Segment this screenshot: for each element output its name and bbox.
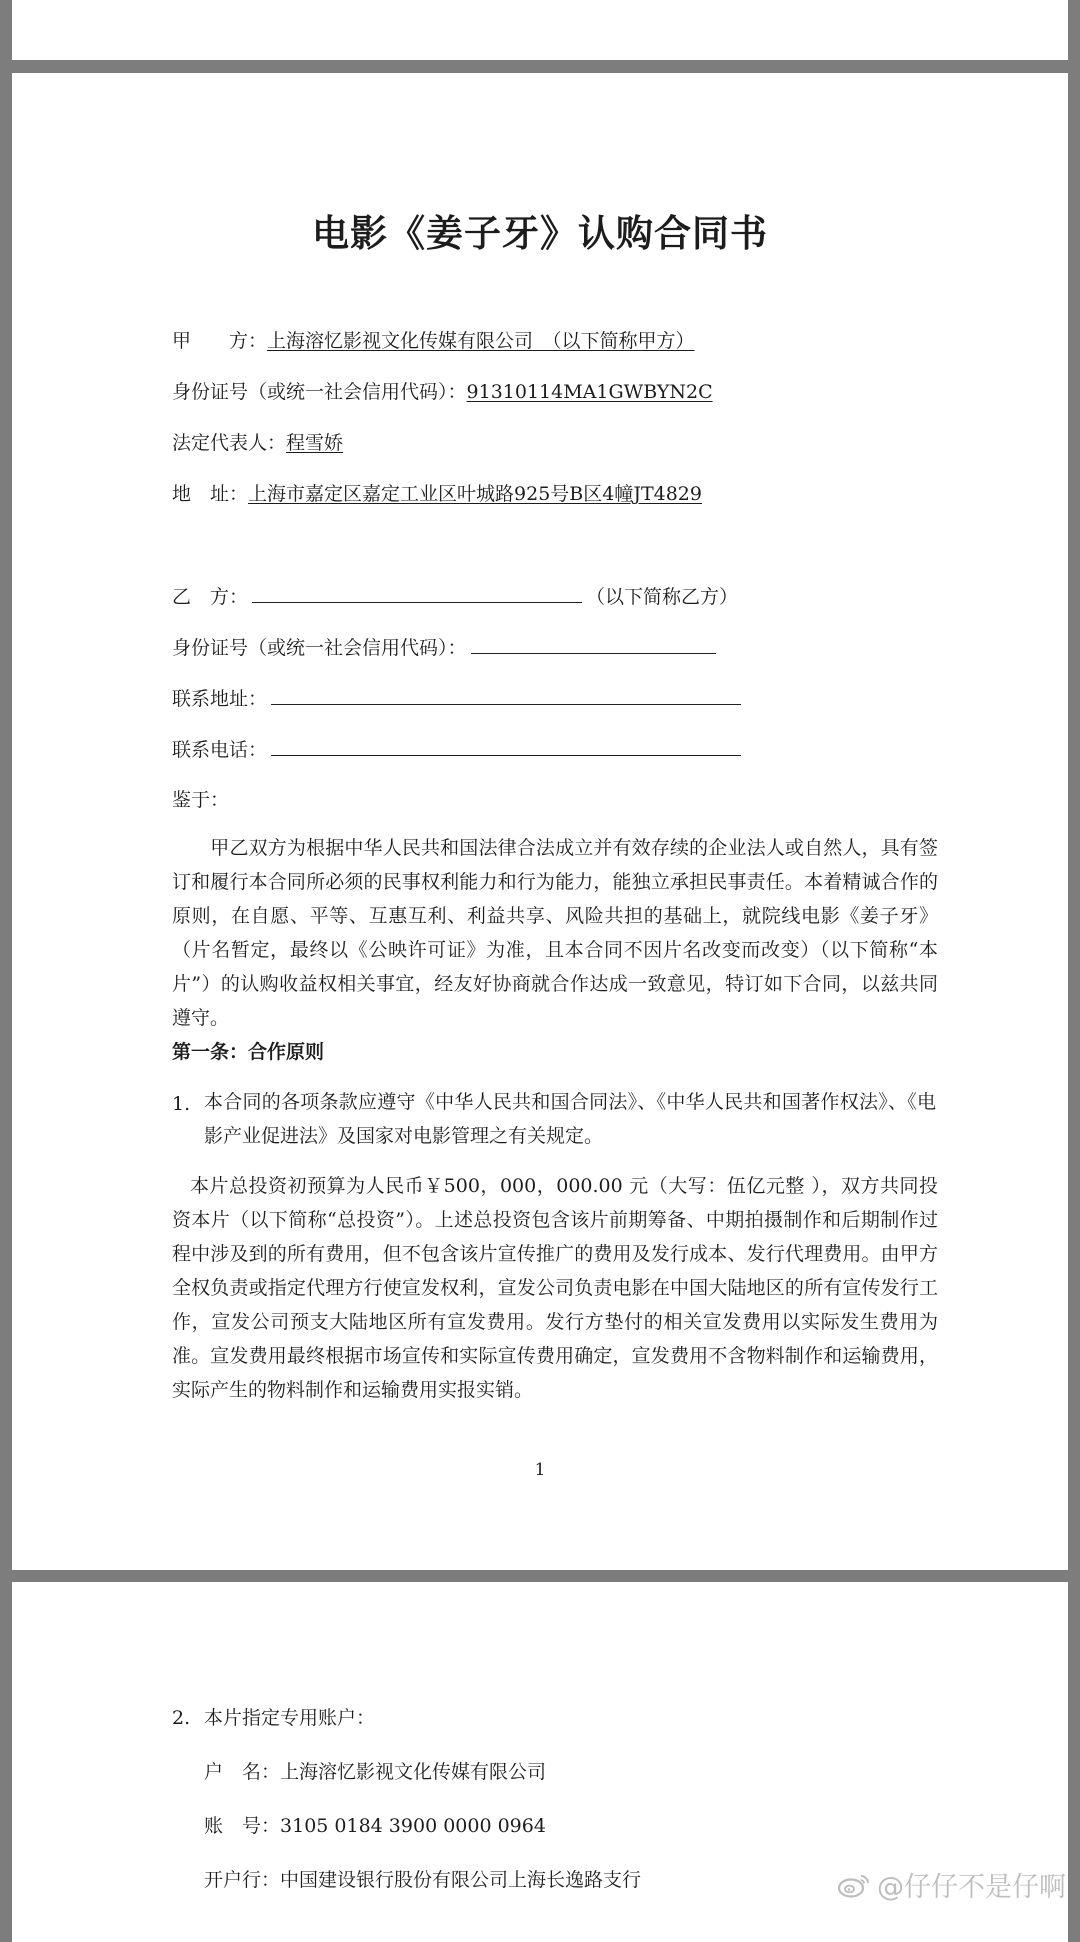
party-a-rep-row: [172, 431, 343, 455]
party-b-id-blank: [471, 635, 716, 654]
party-a-label: 甲 方：: [172, 330, 267, 352]
party-b-address-row: [172, 686, 745, 711]
party-b-label: 乙 方：: [172, 586, 248, 608]
party-a-address-label: 地 址：: [172, 483, 248, 505]
weibo-icon: [837, 1872, 871, 1898]
party-b-phone-blank: [271, 737, 741, 756]
party-a-address-value: 上海市嘉定区嘉定工业区叶城路925号B区4幢JT4829: [248, 483, 702, 505]
account-name-label: 户 名：: [204, 1761, 280, 1783]
account-name-row: [204, 1760, 546, 1784]
article-1-title: 第一条：合作原则: [172, 1040, 324, 1064]
party-b-phone-row: [172, 737, 745, 762]
party-a-rep-label: 法定代表人：: [172, 432, 286, 454]
weibo-watermark: [837, 1865, 1066, 1904]
whereas-label: 鉴于：: [172, 788, 229, 812]
party-b-address-blank: [271, 686, 741, 705]
party-a-row: [172, 329, 695, 353]
party-b-id-label: 身份证号（或统一社会信用代码）：: [172, 637, 467, 659]
watermark-text: @仔仔不是仔啊: [877, 1865, 1066, 1904]
clause-1-text: 本合同的各项条款应遵守《中华人民共和国合同法》、《中华人民共和国著作权法》、《电影产业促进法》及国家对电影管理之有关规定。: [204, 1085, 936, 1153]
account-number-row: [204, 1814, 546, 1838]
clause-1-number: 1.: [172, 1092, 190, 1116]
party-a-id-row: [172, 380, 713, 404]
whereas-paragraph: 甲乙双方为根据中华人民共和国法律合法成立并有效存续的企业法人或自然人，具有签订和履行本合同所必须的民事权利能力和行为能力，能独立承担民事责任。本着精诚合作的原则，在自愿、平等、互惠互利、利益共享、风险共担的基础上，就院线电影《姜子牙》（片名暂定，最终以《公映许可证》为准，且本合同不因片名改变而改变）（以下简称“本片”）的认购收益权相关事宜，经友好协商就合作达成一致意见，特订如下合同，以兹共同遵守。: [172, 831, 938, 1035]
clause-2-number: 2.: [172, 1706, 190, 1730]
party-a-name: 上海溶忆影视文化传媒有限公司 （以下简称甲方）: [267, 330, 695, 352]
page-number: 1: [12, 1460, 1068, 1480]
bank-label: 开户行：: [204, 1869, 280, 1891]
contract-title: 电影《姜子牙》认购合同书: [12, 203, 1068, 257]
party-b-address-label: 联系地址：: [172, 688, 267, 710]
investment-paragraph: 本片总投资初预算为人民币￥500，000，000.00 元（大写：伍亿元整 ），双方共同投资本片（以下简称“总投资”）。上述总投资包含该片前期筹备、中期拍摄制作和后期制作过程中涉及到的所有费用，但不包含该片宣传推广的费用及发行成本、发行代理费用。由甲方全权负责或指定代理方行使宣发权利，宣发公司负责电影在中国大陆地区的所有宣传发行工作，宣发公司预支大陆地区所有宣发费用。发行方垫付的相关宣发费用以实际发生费用为准。宣发费用最终根据市场宣传和实际宣传费用确定，宣发费用不含物料制作和运输费用，实际产生的物料制作和运输费用实报实销。: [172, 1169, 938, 1407]
party-b-name-blank: [252, 584, 582, 603]
party-a-id-label: 身份证号（或统一社会信用代码）：: [172, 381, 467, 403]
party-b-suffix: （以下简称乙方）: [586, 586, 738, 608]
account-name-value: 上海溶忆影视文化传媒有限公司: [280, 1761, 546, 1783]
party-b-id-row: [172, 635, 720, 660]
party-b-row: [172, 584, 738, 609]
previous-page-tail: [12, 0, 1068, 60]
clause-2-title: 本片指定专用账户：: [204, 1706, 375, 1730]
party-a-rep-value: 程雪娇: [286, 432, 343, 454]
bank-row: [204, 1868, 641, 1892]
party-a-address-row: [172, 482, 702, 506]
party-a-id-value: 91310114MA1GWBYN2C: [467, 381, 713, 403]
contract-page-1: [12, 73, 1068, 1570]
bank-value: 中国建设银行股份有限公司上海长逸路支行: [280, 1869, 641, 1891]
account-number-label: 账 号：: [204, 1815, 280, 1837]
account-number-value: 3105 0184 3900 0000 0964: [280, 1815, 546, 1837]
party-b-phone-label: 联系电话：: [172, 739, 267, 761]
